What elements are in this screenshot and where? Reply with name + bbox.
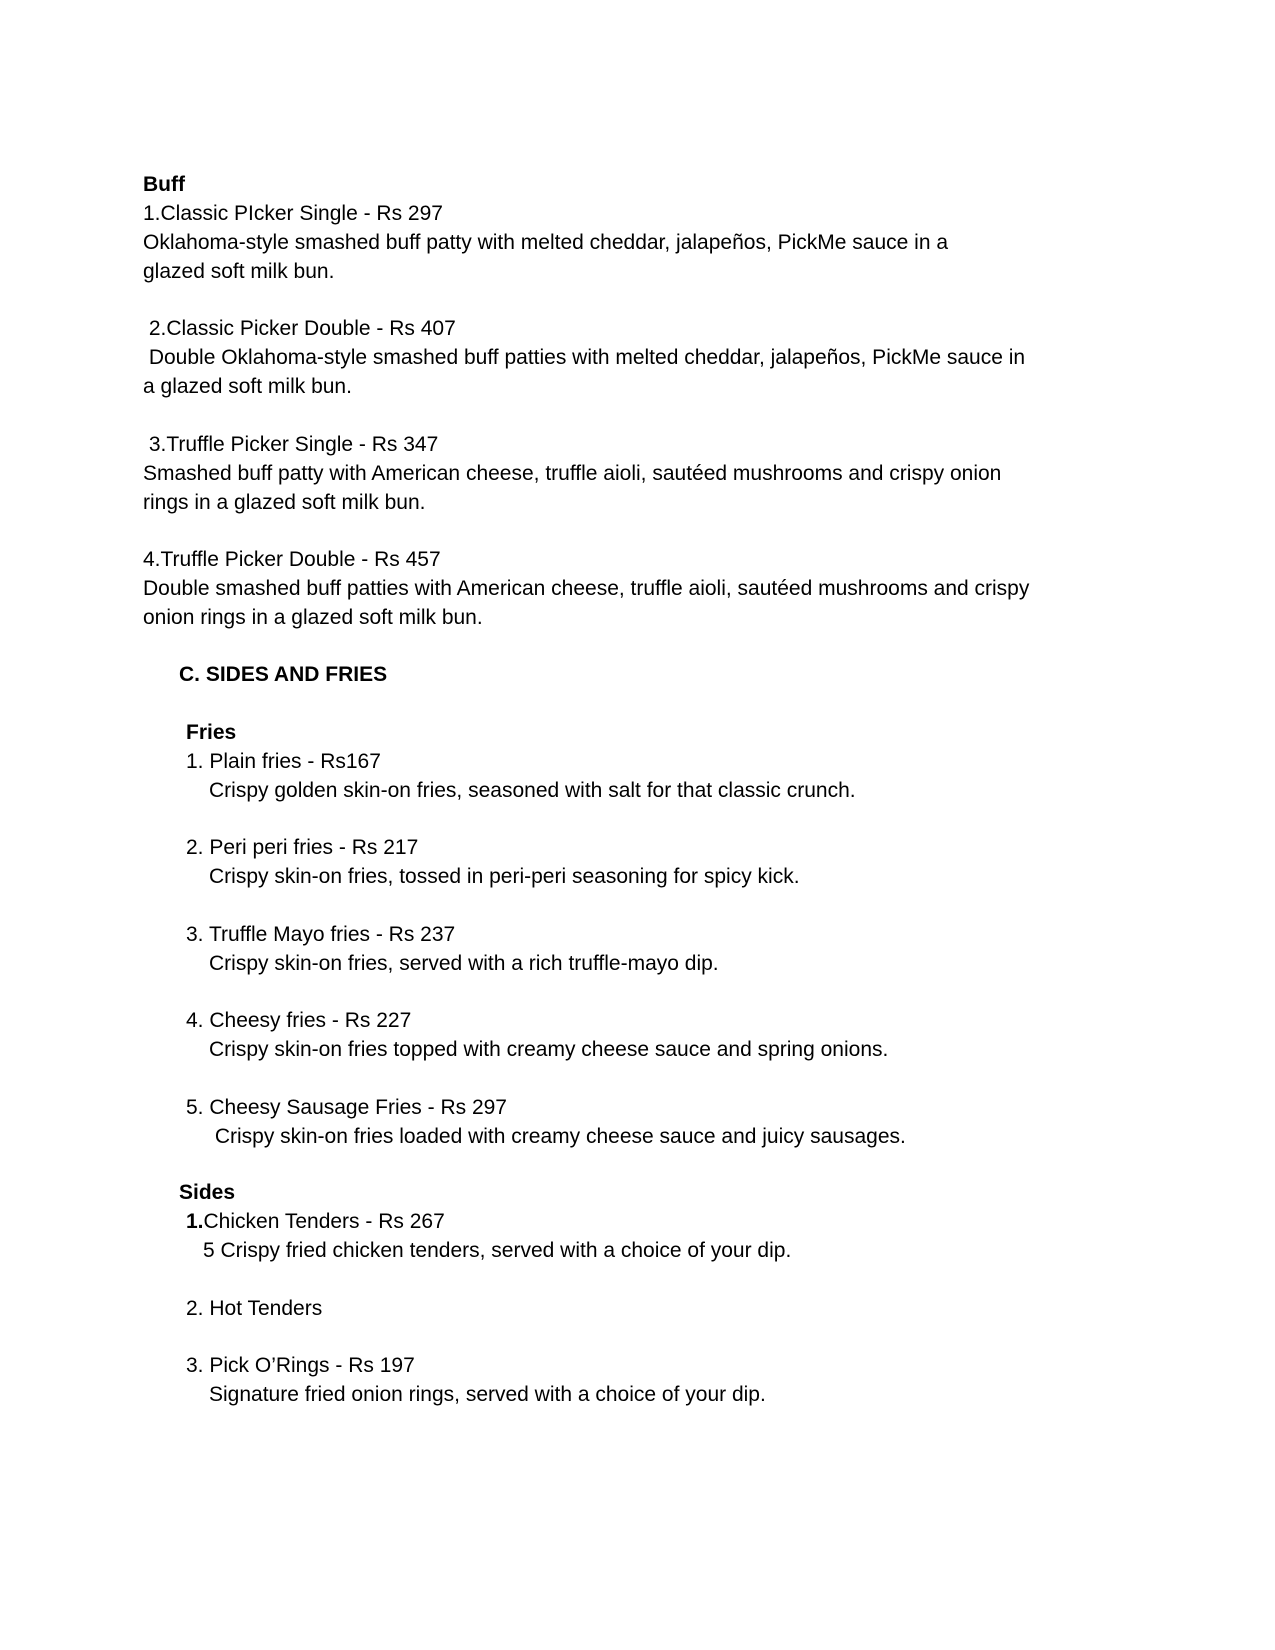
buff-heading: Buff <box>143 173 185 196</box>
fries-item-3-desc: Crispy skin-on fries, served with a rich truffle-mayo dip. <box>209 952 719 975</box>
buff-item-4-desc-line-2: onion rings in a glazed soft milk bun. <box>143 606 483 629</box>
fries-heading: Fries <box>186 721 237 744</box>
fries-item-3-title: 3. Truffle Mayo fries - Rs 237 <box>186 923 456 946</box>
buff-item-2-desc-line-2: a glazed soft milk bun. <box>143 375 352 398</box>
buff-item-1-title: 1.Classic PIcker Single - Rs 297 <box>143 202 443 225</box>
fries-item-4-desc: Crispy skin-on fries topped with creamy cheese sauce and spring onions. <box>209 1038 889 1061</box>
fries-item-1-desc: Crispy golden skin-on fries, seasoned with salt for that classic crunch. <box>209 779 856 802</box>
sides-item-1-title-row <box>186 1207 445 1237</box>
buff-item-1-desc-line-1: Oklahoma-style smashed buff patty with melted cheddar, jalapeños, PickMe sauce in a <box>143 231 949 254</box>
fries-item-5-desc: Crispy skin-on fries loaded with creamy cheese sauce and juicy sausages. <box>209 1125 906 1148</box>
sides-item-3-title: 3. Pick O’Rings - Rs 197 <box>186 1354 415 1377</box>
sides-heading: Sides <box>179 1181 236 1204</box>
buff-item-3-desc-line-2: rings in a glazed soft milk bun. <box>143 491 426 514</box>
buff-item-3-desc-line-1: Smashed buff patty with American cheese, truffle aioli, sautéed mushrooms and crispy onion <box>143 462 1002 485</box>
buff-item-4-title: 4.Truffle Picker Double - Rs 457 <box>143 548 441 571</box>
fries-item-4-title: 4. Cheesy fries - Rs 227 <box>186 1009 412 1032</box>
buff-item-2-title: 2.Classic Picker Double - Rs 407 <box>143 317 456 340</box>
sides-item-1-number: 1. <box>186 1210 204 1233</box>
buff-item-3-title: 3.Truffle Picker Single - Rs 347 <box>143 433 439 456</box>
fries-item-5-title: 5. Cheesy Sausage Fries - Rs 297 <box>186 1096 507 1119</box>
fries-item-1-title: 1. Plain fries - Rs167 <box>186 750 381 773</box>
sides-and-fries-heading: C. SIDES AND FRIES <box>179 663 388 686</box>
sides-item-1-title: Chicken Tenders - Rs 267 <box>203 1210 445 1233</box>
buff-item-1-desc-line-2: glazed soft milk bun. <box>143 260 335 283</box>
buff-item-2-desc-line-1: Double Oklahoma-style smashed buff patties with melted cheddar, jalapeños, PickMe sauce in <box>143 346 1026 369</box>
sides-item-2-title: 2. Hot Tenders <box>186 1297 323 1320</box>
buff-item-4-desc-line-1: Double smashed buff patties with American cheese, truffle aioli, sautéed mushrooms and crispy <box>143 577 1030 600</box>
fries-item-2-title: 2. Peri peri fries - Rs 217 <box>186 836 419 859</box>
sides-item-1-desc: 5 Crispy fried chicken tenders, served with a choice of your dip. <box>203 1239 792 1262</box>
fries-item-2-desc: Crispy skin-on fries, tossed in peri-peri seasoning for spicy kick. <box>209 865 800 888</box>
sides-item-3-desc: Signature fried onion rings, served with a choice of your dip. <box>209 1383 766 1406</box>
